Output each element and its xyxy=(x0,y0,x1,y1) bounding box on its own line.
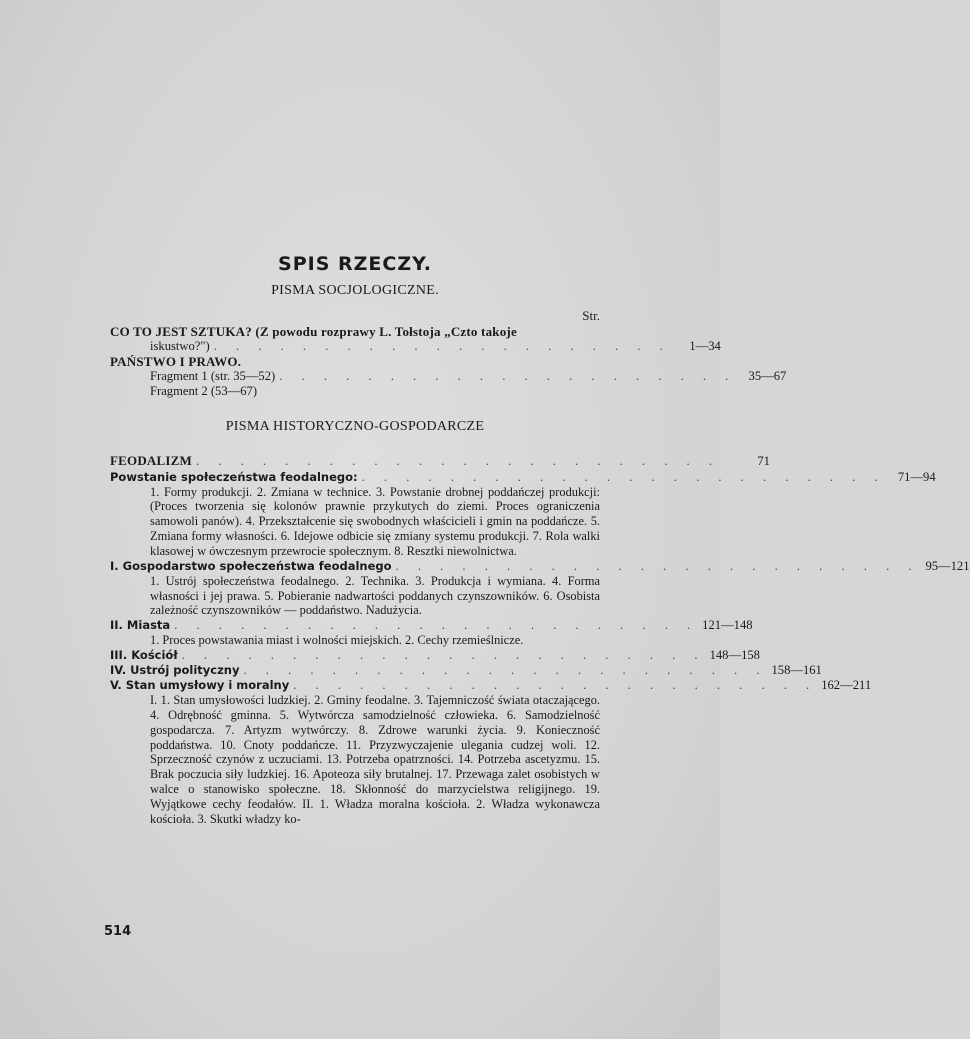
entry-pages: 71 xyxy=(757,454,770,469)
leader-dots: . . . . . . . . . . . . . . . . . . . . . . . . xyxy=(181,648,706,663)
section-pages: 121—148 xyxy=(702,618,753,633)
fragment-row xyxy=(110,369,787,384)
section-heading-historical: PISMA HISTORYCZNO-GOSPODARCZE xyxy=(225,419,485,435)
feudalism-sections xyxy=(110,469,970,827)
section-title: IV. Ustrój polityczny xyxy=(110,663,240,678)
section-pages: 148—158 xyxy=(709,648,760,663)
section-description: 1. Formy produkcji. 2. Zmiana w technice. 3. Powstanie drobnej poddańczej produkcji: (Proces tworzenia się kolonów prawnie przykutych do ziemi. Proces ograniczenia samowoli panów). 4. Przekształcenie się swobodnych właścicieli i gmin na poddańcze. 5. Zmiana formy własności. 6. Idejowe odbicie się zmiany systemu produkcji. 7. Rola walki klasowej w ówczesnym przewrocie społecznym. 8. Resztki niewolnictwa. xyxy=(150,484,600,558)
fragment-text: Fragment 1 (str. 35—52) xyxy=(150,369,276,384)
entry-title: FEODALIZM xyxy=(110,453,192,469)
entry-pages: 1—34 xyxy=(689,339,721,354)
leader-dots: . . . . . . . . . . . . . . . . . . . . . . . . xyxy=(174,618,699,633)
toc-section xyxy=(110,678,872,826)
entry-title: PAŃSTWO I PRAWO. xyxy=(110,354,242,370)
page-number: 514 xyxy=(104,924,132,939)
leader-dots: . . . . . . . . . . . . . . . . . . . . . xyxy=(213,339,671,354)
entry-line: CO TO JEST SZTUKA? (Z powodu rozprawy L. Tołstoja „Czto takoje xyxy=(110,324,517,339)
section-pages: 158—161 xyxy=(771,663,822,678)
leader-dots: . . . . . . . . . . . . . . . . . . . . . . . . xyxy=(293,678,818,693)
section-pages: 71—94 xyxy=(897,469,936,484)
table-of-contents xyxy=(110,252,970,826)
fragment-text: Fragment 2 (53—67) xyxy=(150,384,258,399)
page-column-label: Str. xyxy=(582,308,600,323)
page-title: SPIS RZECZY. xyxy=(278,253,432,275)
entry-line-continued: iskustwo?") xyxy=(150,339,210,354)
fragment-row xyxy=(110,384,600,399)
section-title: Powstanie społeczeństwa feodalnego: xyxy=(110,469,358,484)
section-pages: 95—121 xyxy=(925,558,970,573)
leader-dots: . . . . . . . . . . . . . . . . . . . . . . . . xyxy=(195,454,720,469)
section-description: 1. Ustrój społeczeństwa feodalnego. 2. Technika. 3. Produkcja i wymiana. 4. Forma własności i jej prawa. 5. Pobieranie nadwartości poddanych czynszowników. 6. Osobista zależność czynszowników — poddaństwo. Nadużycia. xyxy=(150,573,600,618)
entry-pages: 35—67 xyxy=(748,369,787,384)
section-heading-sociological: PISMA SOCJOLOGICZNE. xyxy=(271,283,439,298)
leader-dots: . . . . . . . . . . . . . . . . . . . . . xyxy=(279,369,737,384)
toc-section xyxy=(110,648,760,663)
toc-section xyxy=(110,618,753,648)
section-title: V. Stan umysłowy i moralny xyxy=(110,678,290,693)
toc-section xyxy=(110,469,936,559)
toc-entry-feodalizm xyxy=(110,453,770,469)
toc-entry-co-to-jest-sztuka xyxy=(110,324,721,354)
leader-dots: . . . . . . . . . . . . . . . . . . . . . . . . xyxy=(243,663,768,678)
toc-entry-panstwo-i-prawo xyxy=(110,354,787,399)
leader-dots: . . . . . . . . . . . . . . . . . . . . . . . . xyxy=(395,558,920,573)
toc-section xyxy=(110,558,970,618)
section-title: III. Kościół xyxy=(110,648,178,663)
section-pages: 162—211 xyxy=(821,678,872,693)
section-description: I. 1. Stan umysłowości ludzkiej. 2. Gminy feodalne. 3. Tajemniczość świata otaczającego. 4. Odrębność gminna. 5. Wytwórcza samodzielność człowieka. 6. Samodzielność gospodarcza. 7. Artyzm wytwórczy. 8. Zdrowe warunki życia. 9. Konieczność poddaństwa. 10. Cnoty poddańcze. 11. Przyzwyczajenie ulegania cudzej woli. 12. Sprzeczność czynów z uczuciami. 13. Potrzeba opatrzności. 14. Potrzeba ascetyzmu. 15. Brak poczucia siły ludzkiej. 16. Apoteoza siły brutalnej. 17. Przewaga zalet osobistych w walce o stanowisko społeczne. 18. Skłonność do marzycielstwa religijnego. 19. Wyjątkowe cechy feodałów. II. 1. Władza moralna kościoła. 2. Władza wykonawcza kościoła. 3. Skutki władzy ko- xyxy=(150,693,600,826)
section-title: II. Miasta xyxy=(110,618,171,633)
toc-section xyxy=(110,663,822,678)
section-description: 1. Proces powstawania miast i wolności miejskich. 2. Cechy rzemieślnicze. xyxy=(150,633,524,648)
leader-dots: . . . . . . . . . . . . . . . . . . . . . . . . xyxy=(361,469,886,484)
section-title: I. Gospodarstwo społeczeństwa feodalnego xyxy=(110,558,392,573)
